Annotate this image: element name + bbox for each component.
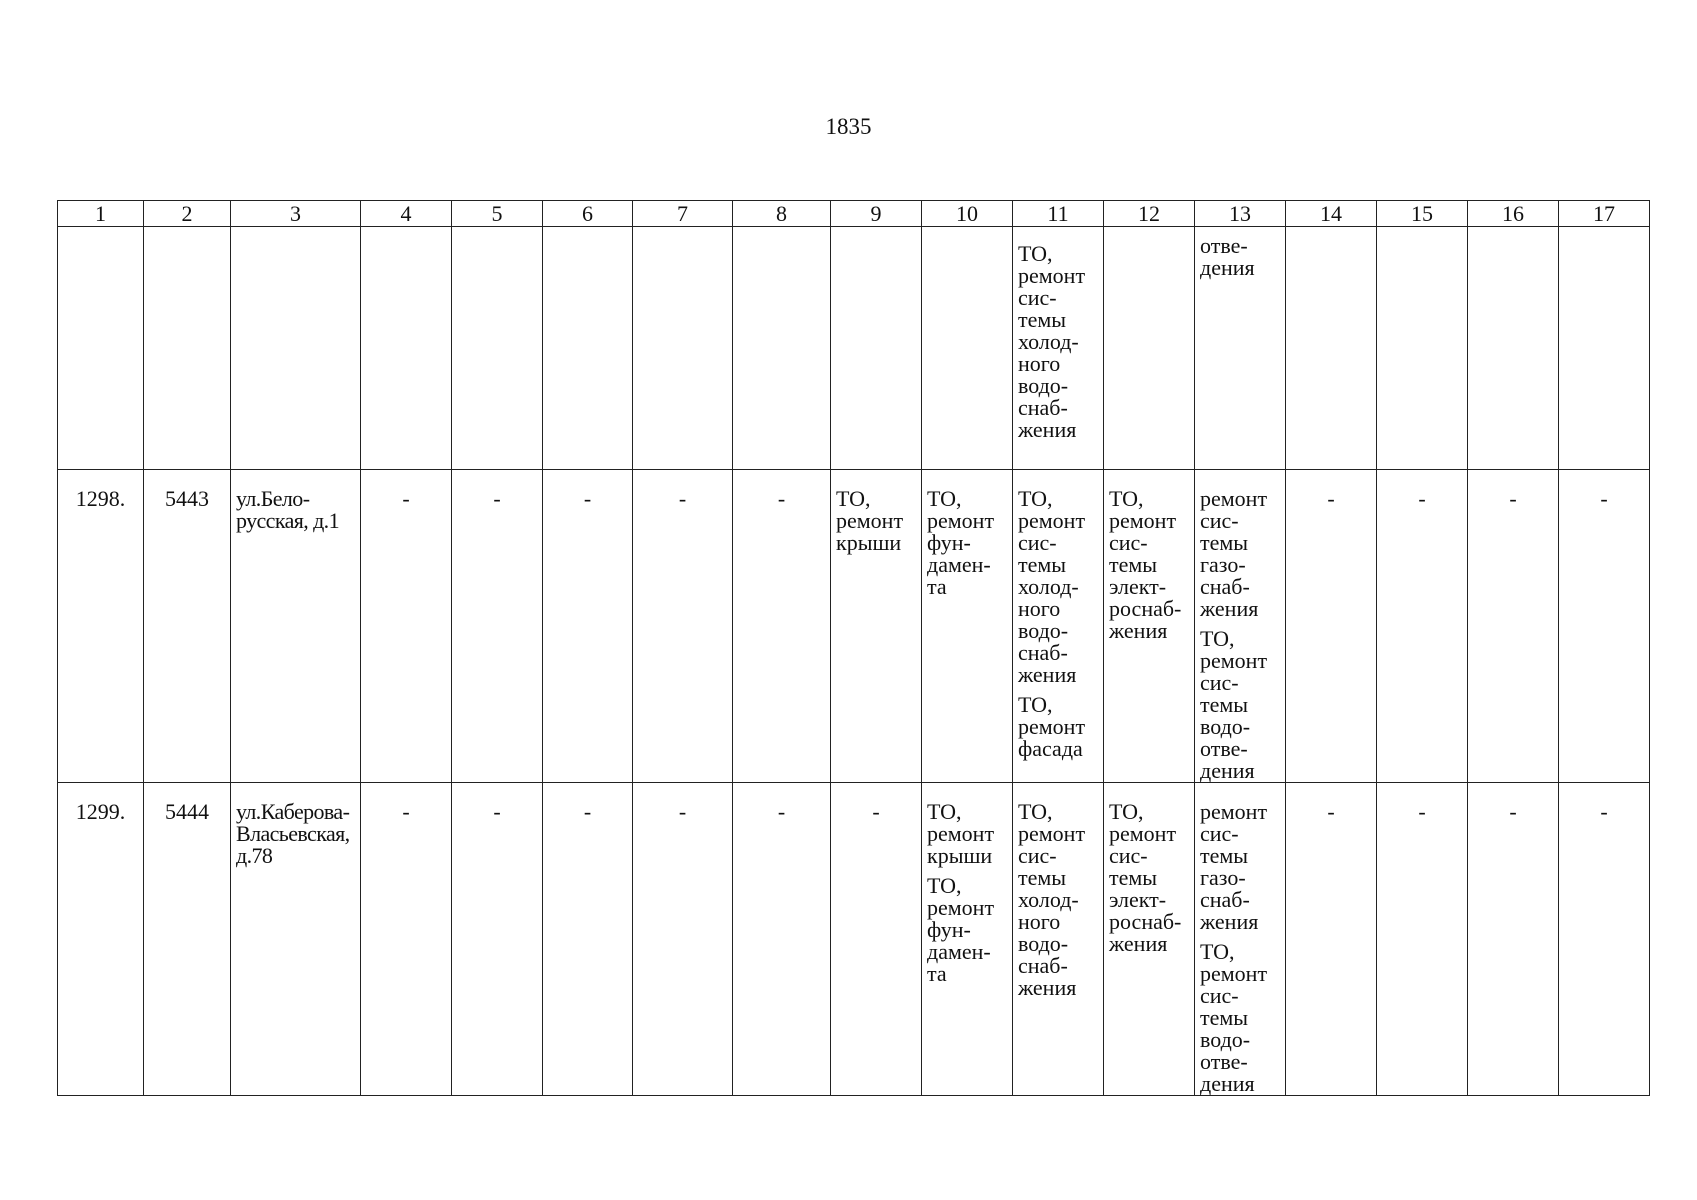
table-cell [1468, 227, 1559, 470]
cell-text: 5444 [165, 799, 209, 824]
column-header: 6 [543, 201, 633, 227]
work-entry: ТО, ремонт сис- темы элект- роснаб- жения [1109, 799, 1182, 956]
dash-mark: - [493, 486, 501, 511]
column-header: 1 [58, 201, 144, 227]
work-entry: ТО, ремонт сис- темы холод- ного водо- снаб- жения [1018, 241, 1086, 442]
row-number-cell [58, 470, 144, 783]
dash-mark: - [777, 799, 786, 824]
dash-mark: - [583, 486, 592, 511]
table-cell [831, 470, 922, 783]
work-entry: отве- дения [1200, 233, 1255, 280]
work-entry: ТО, ремонт фун- дамен- та [927, 873, 995, 986]
table-cell [1195, 227, 1286, 470]
table-cell [1195, 783, 1286, 1096]
object-code-cell [144, 470, 231, 783]
address-text: ул.Бело- русская, д.1 [236, 486, 339, 533]
works-table [57, 200, 1650, 1096]
table-cell [361, 783, 452, 1096]
table-cell [1377, 227, 1468, 470]
column-header: 12 [1104, 201, 1195, 227]
work-entry: ТО, ремонт фасада [1018, 692, 1086, 761]
table-cell [1468, 470, 1559, 783]
table-cell [361, 470, 452, 783]
dash-mark: - [402, 799, 410, 824]
dash-mark: - [1418, 799, 1426, 824]
table-cell [1013, 227, 1104, 470]
header-row [58, 201, 1650, 227]
table-cell [922, 227, 1013, 470]
table-cell [452, 470, 543, 783]
table-cell [1013, 470, 1104, 783]
work-entry: ТО, ремонт крыши [836, 486, 904, 555]
table-cell [1377, 783, 1468, 1096]
table-cell [1559, 783, 1650, 1096]
table-cell [543, 783, 633, 1096]
table-cell [633, 783, 733, 1096]
dash-mark: - [1600, 799, 1608, 824]
column-header: 7 [633, 201, 733, 227]
table-cell [733, 783, 831, 1096]
table-cell [1104, 470, 1195, 783]
dash-mark: - [402, 486, 410, 511]
column-header: 9 [831, 201, 922, 227]
column-header: 14 [1286, 201, 1377, 227]
table-cell [1286, 470, 1377, 783]
column-header: 17 [1559, 201, 1650, 227]
address-cell [231, 783, 361, 1096]
table-cell [1286, 227, 1377, 470]
column-header: 3 [231, 201, 361, 227]
address-cell [231, 470, 361, 783]
column-header: 13 [1195, 201, 1286, 227]
work-entry: ТО, ремонт сис- темы холод- ного водо- снаб- жения [1018, 486, 1086, 687]
dash-mark: - [1327, 486, 1335, 511]
table-cell [1468, 783, 1559, 1096]
table-cell [452, 227, 543, 470]
dash-mark: - [1327, 799, 1335, 824]
table-cell [733, 470, 831, 783]
column-header: 10 [922, 201, 1013, 227]
table-cell [231, 227, 361, 470]
table-cell [452, 783, 543, 1096]
table-cell [831, 227, 922, 470]
dash-mark: - [583, 799, 592, 824]
table-cell [144, 227, 231, 470]
table-cell [1104, 227, 1195, 470]
column-header: 2 [144, 201, 231, 227]
dash-mark: - [777, 486, 786, 511]
work-entry: ремонт сис- темы газо- снаб- жения [1200, 799, 1268, 934]
column-header: 8 [733, 201, 831, 227]
work-entry: ТО, ремонт сис- темы холод- ного водо- снаб- жения [1018, 799, 1086, 1000]
table-cell [1559, 470, 1650, 783]
table-cell [922, 470, 1013, 783]
table-cell [1559, 227, 1650, 470]
table-cell [633, 227, 733, 470]
table-cell [633, 470, 733, 783]
dash-mark: - [678, 799, 687, 824]
column-header: 15 [1377, 201, 1468, 227]
column-header: 5 [452, 201, 543, 227]
column-header: 11 [1013, 201, 1104, 227]
table-cell [1286, 783, 1377, 1096]
cell-text: 1299. [75, 799, 126, 824]
page-number: 1835 [825, 114, 872, 139]
dash-mark: - [1418, 486, 1426, 511]
table-cell [733, 227, 831, 470]
table-cell [543, 470, 633, 783]
work-entry: ТО, ремонт фун- дамен- та [927, 486, 995, 599]
table-cell [58, 227, 144, 470]
table-row [58, 470, 1650, 783]
table-row [58, 783, 1650, 1096]
work-entry: ТО, ремонт крыши [927, 799, 995, 868]
work-entry: ТО, ремонт сис- темы водо- отве- дения [1200, 626, 1268, 783]
row-number-cell [58, 783, 144, 1096]
table-cell [1377, 470, 1468, 783]
dash-mark: - [1600, 486, 1608, 511]
work-entry: ремонт сис- темы газо- снаб- жения [1200, 486, 1268, 621]
dash-mark: - [678, 486, 687, 511]
cell-text: 1298. [75, 486, 126, 511]
column-header: 4 [361, 201, 452, 227]
work-entry: ТО, ремонт сис- темы элект- роснаб- жения [1109, 486, 1182, 643]
table-cell [1104, 783, 1195, 1096]
table-cell [1195, 470, 1286, 783]
dash-mark: - [1509, 486, 1517, 511]
table-cell [361, 227, 452, 470]
address-text: ул.Каберова- Власьевская, д.78 [236, 799, 350, 868]
column-header: 16 [1468, 201, 1559, 227]
continuation-row [58, 227, 1650, 470]
dash-mark: - [1509, 799, 1517, 824]
table-cell [543, 227, 633, 470]
dash-mark: - [872, 799, 880, 824]
cell-text: 5443 [165, 486, 209, 511]
table-cell [1013, 783, 1104, 1096]
object-code-cell [144, 783, 231, 1096]
work-entry: ТО, ремонт сис- темы водо- отве- дения [1200, 939, 1268, 1096]
table-cell [831, 783, 922, 1096]
dash-mark: - [493, 799, 501, 824]
table-cell [922, 783, 1013, 1096]
